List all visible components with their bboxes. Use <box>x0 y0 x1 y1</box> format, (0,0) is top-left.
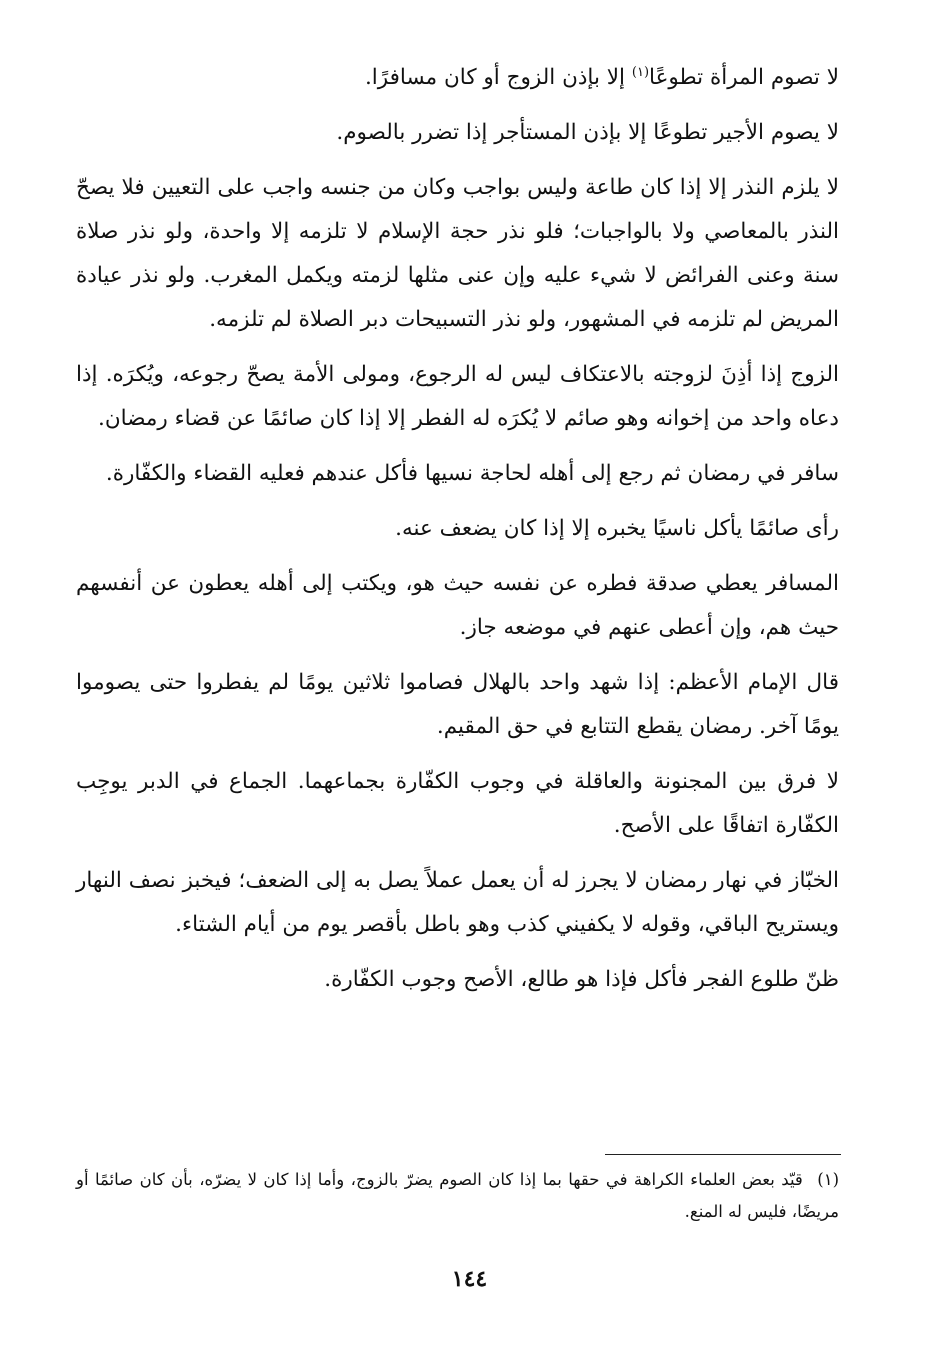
paragraph-1-text-before: لا تصوم المرأة تطوعًا <box>649 65 839 90</box>
paragraph-4: الزوج إذا أذِنَ لزوجته بالاعتكاف ليس له الرجوع، ومولى الأمة يصحّ رجوعه، ويُكرَه. إذا دعاه واحد من إخوانه وهو صائم لا يُكرَه له الفطر إلا إذا كان صائمًا عن قضاء رمضان. <box>76 362 839 431</box>
paragraph-5: سافر في رمضان ثم رجع إلى أهله لحاجة نسيها فأكل عندهم فعليه القضاء والكفّارة. <box>105 461 839 486</box>
main-text <box>76 56 839 1013</box>
paragraph-1-text-after: إلا بإذن الزوج أو كان مسافرًا. <box>364 65 632 90</box>
footnote-reference-mark: (١) <box>631 64 650 80</box>
page-number: ١٤٤ <box>451 1266 488 1292</box>
paragraph-10: الخبّاز في نهار رمضان لا يجرز له أن يعمل عملاً يصل به إلى الضعف؛ فيخبز نصف النهار ويستريح الباقي، وقوله لا يكفيني كذب وهو باطل بأقصر يوم من أيام الشتاء. <box>76 868 839 937</box>
paragraph-9: لا فرق بين المجنونة والعاقلة في وجوب الكفّارة بجماعهما. الجماع في الدبر يوجِب الكفّارة اتفاقًا على الأصح. <box>76 769 839 838</box>
paragraph-1 <box>76 56 839 100</box>
footnote-text: قيّد بعض العلماء الكراهة في حقها بما إذا كان الصوم يضرّ بالزوج، وأما إذا كان لا يضرّه، بأن كان صائمًا أو مريضًا، فليس له المنع. <box>76 1170 839 1221</box>
paragraph-6: رأى صائمًا يأكل ناسيًا يخبره إلا إذا كان يضعف عنه. <box>395 516 839 541</box>
footnote <box>76 1164 839 1228</box>
paragraph-11: ظنّ طلوع الفجر فأكل فإذا هو طالع، الأصح وجوب الكفّارة. <box>324 967 839 992</box>
paragraph-8: قال الإمام الأعظم: إذا شهد واحد بالهلال فصاموا ثلاثين يومًا لم يفطروا حتى يصوموا يومًا آخر. رمضان يقطع التتابع في حق المقيم. <box>76 670 839 739</box>
footnote-number: (١) <box>817 1170 840 1189</box>
paragraph-3: لا يلزم النذر إلا إذا كان طاعة وليس بواجب وكان من جنسه واجب على التعيين فلا يصحّ النذر بالمعاصي ولا بالواجبات؛ فلو نذر حجة الإسلام لا تلزمه إلا واحدة، ولو نذر صلاة سنة وعنى الفرائض لا شيء عليه وإن عنى مثلها لزمته ويكمل المغرب. ولو نذر عيادة المريض لم تلزمه في المشهور، ولو نذر التسبيحات دبر الصلاة لم تلزمه. <box>76 175 839 332</box>
footnote-separator-rule <box>605 1154 841 1155</box>
paragraph-2: لا يصوم الأجير تطوعًا إلا بإذن المستأجر إذا تضرر بالصوم. <box>336 120 839 145</box>
paragraph-7: المسافر يعطي صدقة فطره عن نفسه حيث هو، ويكتب إلى أهله يعطون عن أنفسهم حيث هم، وإن أعطى عنهم في موضعه جاز. <box>76 571 839 640</box>
